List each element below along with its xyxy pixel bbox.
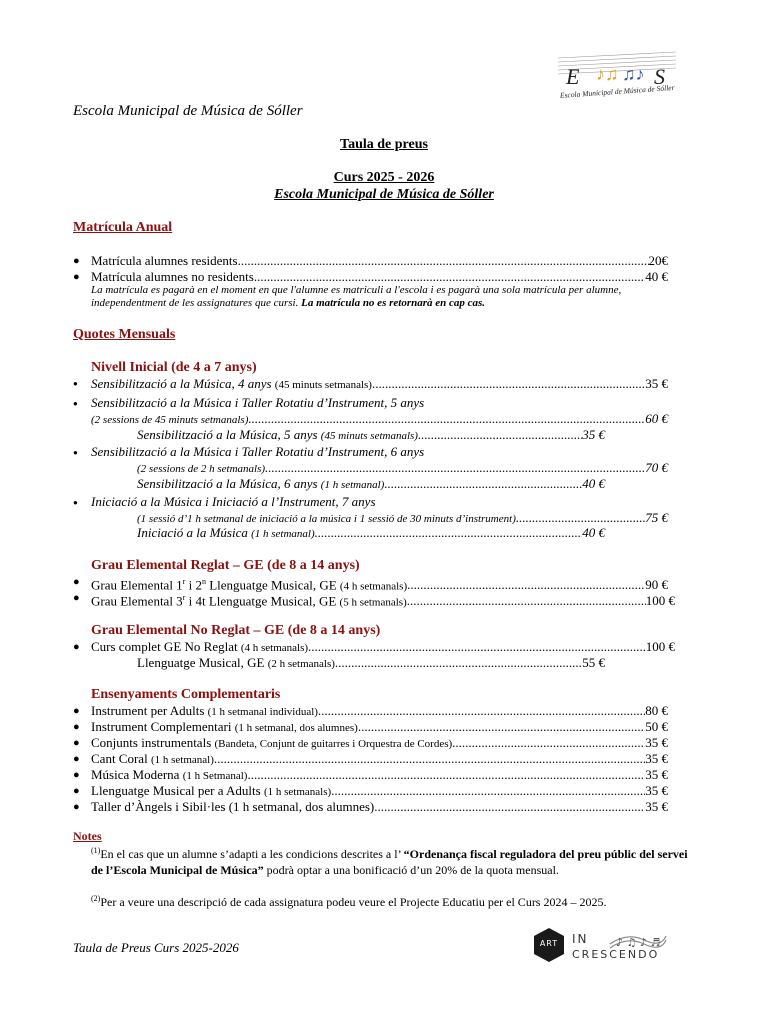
item-price: 70 € (645, 460, 668, 475)
note-2 (91, 891, 691, 910)
complementaris-heading: Ensenyaments Complementaris (91, 687, 281, 702)
bullet-icon: ● (73, 576, 80, 588)
svg-text:E: E (566, 64, 580, 89)
price-row (137, 460, 668, 477)
course-school: Escola Municipal de Música de Sóller (274, 187, 494, 202)
item-detail: (45 minuts setmanals) (274, 379, 372, 391)
bullet-icon: ● (73, 721, 80, 733)
price-row (137, 476, 605, 493)
item-detail: (5 h setmanals) (339, 596, 407, 609)
item-price: 40 € (645, 269, 668, 284)
school-logo (556, 48, 680, 100)
bullet-icon: ● (73, 379, 78, 388)
grau-reglat-heading: Grau Elemental Reglat – GE (de 8 a 14 anys) (91, 558, 360, 573)
item-title: Sensibilització a la Música i Taller Rotatiu d’Instrument, 5 anys (91, 395, 425, 410)
svg-text:S: S (654, 64, 665, 89)
logo-in-text: IN (572, 932, 589, 946)
price-row (91, 799, 668, 815)
bullet-icon: ● (73, 498, 78, 507)
bullet-icon: ● (73, 769, 80, 781)
item-name: Conjunts instrumentals (91, 735, 212, 750)
nivell-inicial-heading: Nivell Inicial (de 4 a 7 anys) (91, 360, 257, 375)
item-detail: (1 h setmanal) (150, 754, 214, 766)
item-name: Grau Elemental 1 (91, 577, 183, 593)
price-row (91, 411, 668, 428)
note-emphasis: La matrícula no es retornarà en cap cas. (301, 297, 486, 309)
price-row (137, 655, 605, 672)
item-name: Sensibilització a la Música, 4 anys (91, 376, 272, 391)
item-price: 35 € (582, 427, 605, 442)
item-title: Sensibilització a la Música i Taller Rotatiu d’Instrument, 6 anys (91, 444, 425, 459)
ordinance-name: “Ordenança fiscal reguladora del preu públic del servei de l’Escola Municipal de Música” (91, 847, 688, 877)
price-row (137, 427, 605, 444)
price-row (91, 269, 668, 285)
page-title: Taula de preus (340, 137, 428, 152)
bullet-icon: ● (73, 801, 80, 813)
item-detail: (4 h setmanals) (240, 642, 309, 654)
ordinal: r (182, 577, 186, 586)
item-price: 50 € (645, 719, 668, 734)
grau-noreglat-heading: Grau Elemental No Reglat – GE (de 8 a 14 anys) (91, 623, 381, 638)
bullet-icon: ● (73, 255, 80, 267)
note-text: podrà optar a una bonificació d’un 20% de la quota mensual. (263, 863, 559, 877)
item-price: 40 € (582, 476, 605, 491)
price-row (91, 767, 668, 784)
item-name: Iniciació a la Música (137, 525, 248, 540)
item-price: 35 € (645, 783, 668, 798)
item-name: Curs complet GE No Reglat (91, 639, 238, 654)
price-row (91, 639, 675, 656)
bullet-icon: ● (73, 753, 80, 765)
logo-hex-text: ART (539, 939, 559, 948)
note-1 (91, 843, 691, 878)
school-name: Escola Municipal de Música de Sóller (73, 103, 303, 119)
item-detail: (2 sessions de 45 minuts setmanals) (91, 414, 249, 426)
price-row (137, 525, 605, 542)
price-row (91, 783, 668, 800)
bullet-icon: ● (73, 399, 78, 408)
item-price: 100 € (645, 639, 675, 654)
item-price: 60 € (645, 411, 668, 426)
item-detail: (45 minuts setmanals) (320, 430, 418, 442)
bullet-icon: ● (73, 641, 80, 653)
item-name: Grau Elemental 3 (91, 593, 183, 609)
bullet-icon: ● (73, 705, 80, 717)
item-price: 35 € (645, 376, 668, 391)
matricula-heading: Matrícula Anual (73, 220, 173, 235)
bullet-icon: ● (73, 271, 80, 283)
price-row (91, 719, 668, 736)
item-price: 75 € (645, 510, 668, 525)
quotes-heading: Quotes Mensuals (73, 327, 176, 342)
item-price: 35 € (645, 767, 668, 782)
svg-text:♫♪: ♫♪ (622, 64, 645, 84)
course-title: Curs 2025 - 2026 (333, 170, 435, 185)
note-text: Per a veure una descripció de cada assignatura podeu veure el Projecte Educatiu per el Curs 2024 – 2025. (100, 895, 607, 909)
item-name: Instrument Complementari (91, 719, 232, 734)
item-detail: (1 h setmanals) (263, 786, 332, 798)
item-name: i 2 (185, 577, 202, 593)
price-row (91, 376, 668, 393)
notes-heading: Notes (73, 829, 102, 843)
item-name: Llenguatge Musical, GE (137, 655, 265, 670)
item-price: 90 € (645, 577, 668, 593)
item-name: Instrument per Adults (91, 703, 205, 718)
bullet-icon: ● (73, 592, 80, 604)
music-staff-logo-icon (556, 48, 680, 100)
price-row (91, 253, 668, 269)
art-in-crescendo-logo (532, 926, 672, 966)
item-detail: (2 sessions de 2 h setmanals) (137, 463, 266, 475)
matricula-note (91, 284, 671, 310)
item-name: Taller d’Àngels i Sibil·les (1 h setmanal, dos alumnes) (91, 799, 375, 814)
svg-text:♪ ♫ ♪ ♬: ♪ ♫ ♪ ♬ (616, 936, 661, 949)
item-price: 35 € (645, 735, 668, 750)
item-price: 20€ (648, 253, 668, 268)
footnote-mark: (2) (91, 894, 101, 903)
item-name: Llenguatge Musical, GE (205, 577, 337, 593)
logo-crescendo-text: CRESCENDO (572, 948, 660, 961)
note-text: En el cas que un alumne s’adapti a les condicions descrites a l’ (100, 847, 404, 861)
item-name: Música Moderna (91, 767, 180, 782)
item-detail: (2 h setmanals) (267, 658, 335, 670)
ordinal: n (201, 577, 206, 586)
item-detail: (1 sessió d’1 h setmanal de iniciació a la música i 1 sessió de 30 minuts d’instrument) (137, 513, 516, 525)
item-detail: (1 h setmanal individual) (207, 706, 318, 718)
item-name: Cant Coral (91, 751, 148, 766)
svg-text:Escola Municipal de Música de: Escola Municipal de Música de Sóller (559, 82, 675, 100)
note-text: La matrícula es pagarà en el moment en que l'alumne es matriculi a l'escola i es pagarà una sola matrícula per alumne, independentment de les assignatures que cursi. (91, 284, 622, 309)
item-price: 100 € (645, 593, 675, 609)
price-row (91, 751, 668, 768)
price-row (91, 590, 675, 610)
item-detail: (4 h setmanals) (339, 580, 408, 593)
price-row (91, 703, 668, 720)
item-price: 40 € (582, 525, 605, 540)
bullet-icon: ● (73, 448, 78, 457)
item-price: 80 € (645, 703, 668, 718)
footnote-mark: (1) (91, 846, 101, 855)
item-price: 35 € (645, 751, 668, 766)
item-detail: (1 h setmanal) (251, 528, 315, 540)
item-detail: (Bandeta, Conjunt de guitarres i Orquestra de Cordes) (214, 738, 453, 750)
item-name: Sensibilització a la Música, 5 anys (137, 427, 318, 442)
item-price: 35 € (645, 799, 668, 814)
item-name: Sensibilització a la Música, 6 anys (137, 476, 318, 491)
item-detail: (1 h Setmanal) (182, 770, 248, 782)
item-detail: (1 h setmanal) (320, 479, 385, 491)
item-name: Llenguatge Musical per a Adults (91, 783, 261, 798)
bullet-icon: ● (73, 785, 80, 797)
item-name: i 4t Llenguatge Musical, GE (185, 593, 337, 609)
bullet-icon: ● (73, 737, 80, 749)
svg-text:♪♫: ♪♫ (596, 64, 619, 84)
footer-text: Taula de Preus Curs 2025-2026 (73, 940, 239, 955)
item-detail: (1 h setmanal, dos alumnes) (234, 722, 358, 734)
item-name: Matrícula alumnes no residents (91, 269, 254, 284)
ordinal: r (182, 593, 186, 602)
item-title: Iniciació a la Música i Iniciació a l’Instrument, 7 anys (91, 494, 376, 509)
item-name: Matrícula alumnes residents (91, 253, 238, 268)
item-price: 55 € (582, 655, 605, 670)
price-row (91, 735, 668, 752)
